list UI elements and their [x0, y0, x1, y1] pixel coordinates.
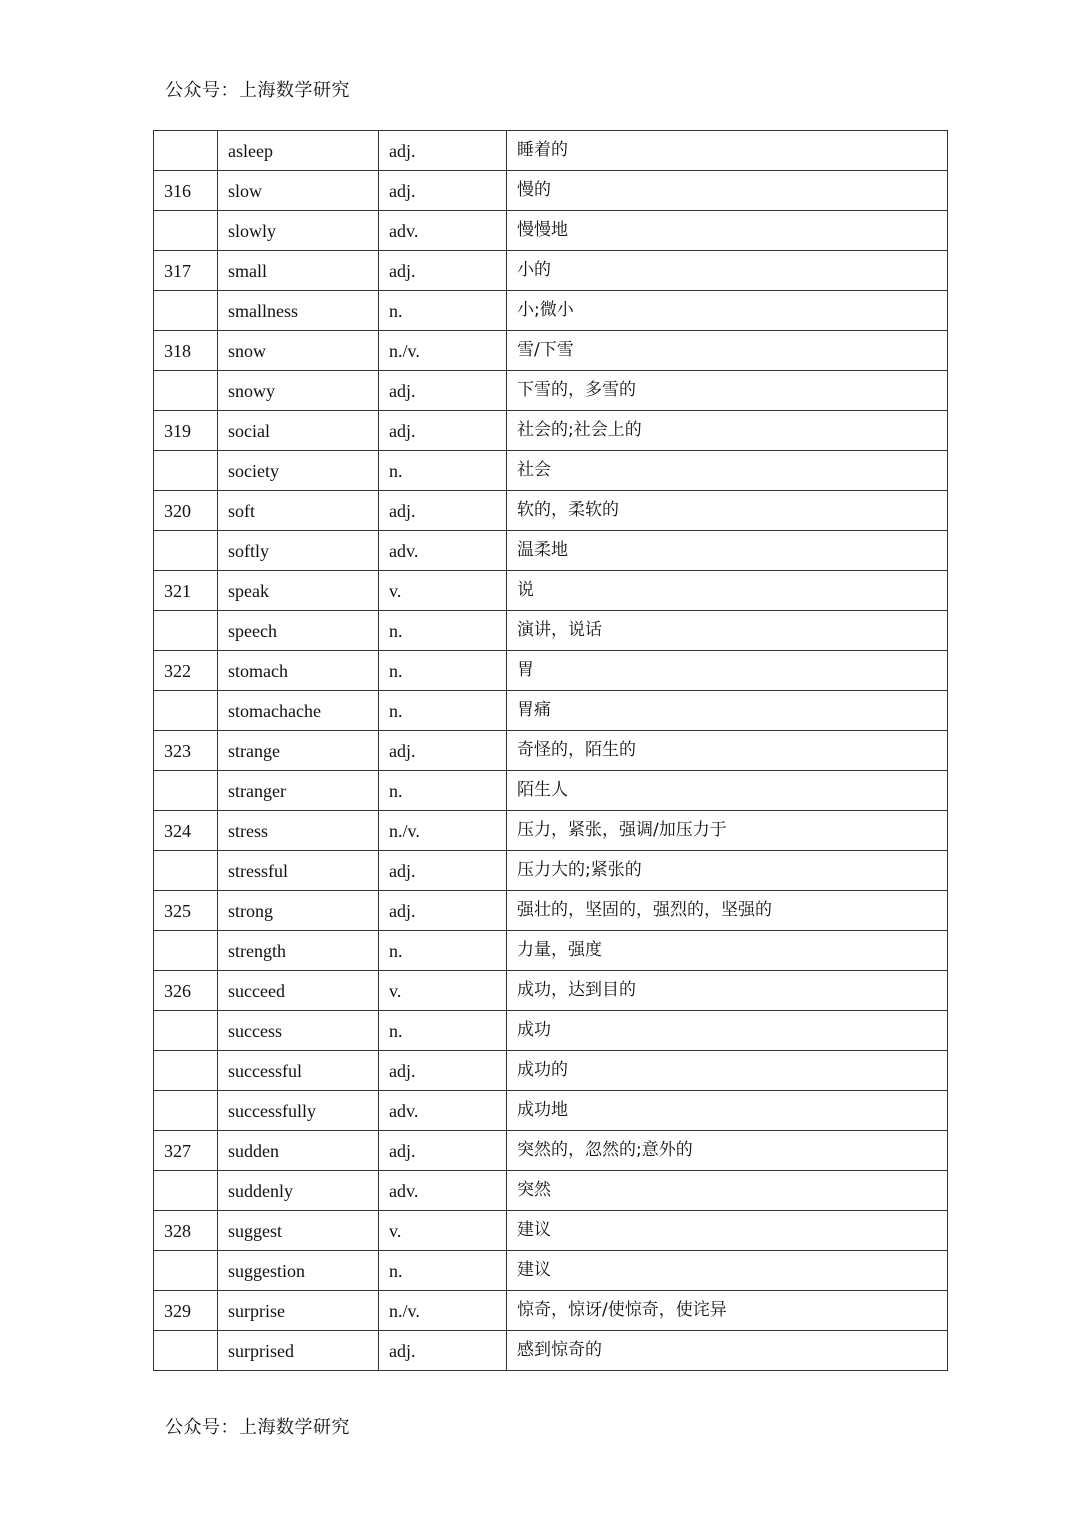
table-row: [154, 211, 948, 251]
entry-number: 316: [154, 171, 218, 211]
table-row: [154, 251, 948, 291]
word-cell: surprise: [218, 1291, 379, 1331]
part-of-speech-cell: n.: [379, 611, 507, 651]
part-of-speech-cell: n.: [379, 1251, 507, 1291]
entry-number: [154, 1331, 218, 1371]
word-cell: small: [218, 251, 379, 291]
table-row: [154, 411, 948, 451]
table-row: [154, 531, 948, 571]
table-row: [154, 771, 948, 811]
part-of-speech-cell: v.: [379, 971, 507, 1011]
word-cell: suddenly: [218, 1171, 379, 1211]
table-row: [154, 811, 948, 851]
word-cell: snow: [218, 331, 379, 371]
vocabulary-table: [153, 130, 948, 1371]
table-row: [154, 1131, 948, 1171]
entry-number: [154, 851, 218, 891]
word-cell: strength: [218, 931, 379, 971]
meaning-cell: 说: [507, 571, 948, 611]
meaning-cell: 小;微小: [507, 291, 948, 331]
meaning-cell: 成功的: [507, 1051, 948, 1091]
part-of-speech-cell: adj.: [379, 491, 507, 531]
entry-number: 329: [154, 1291, 218, 1331]
part-of-speech-cell: adv.: [379, 1171, 507, 1211]
word-cell: strong: [218, 891, 379, 931]
meaning-cell: 社会: [507, 451, 948, 491]
table-row: [154, 491, 948, 531]
meaning-cell: 感到惊奇的: [507, 1331, 948, 1371]
entry-number: 317: [154, 251, 218, 291]
meaning-cell: 建议: [507, 1211, 948, 1251]
part-of-speech-cell: adj.: [379, 851, 507, 891]
page-header: 公众号：上海数学研究: [165, 80, 350, 101]
entry-number: [154, 931, 218, 971]
part-of-speech-cell: n.: [379, 931, 507, 971]
part-of-speech-cell: n.: [379, 451, 507, 491]
meaning-cell: 演讲，说话: [507, 611, 948, 651]
entry-number: [154, 771, 218, 811]
entry-number: 319: [154, 411, 218, 451]
table-row: [154, 1091, 948, 1131]
word-cell: social: [218, 411, 379, 451]
part-of-speech-cell: v.: [379, 1211, 507, 1251]
table-row: [154, 1011, 948, 1051]
meaning-cell: 下雪的，多雪的: [507, 371, 948, 411]
meaning-cell: 强壮的，坚固的，强烈的，坚强的: [507, 891, 948, 931]
entry-number: 326: [154, 971, 218, 1011]
meaning-cell: 陌生人: [507, 771, 948, 811]
meaning-cell: 温柔地: [507, 531, 948, 571]
entry-number: 318: [154, 331, 218, 371]
table-row: [154, 1291, 948, 1331]
part-of-speech-cell: adj.: [379, 891, 507, 931]
entry-number: [154, 611, 218, 651]
entry-number: [154, 1091, 218, 1131]
part-of-speech-cell: adj.: [379, 171, 507, 211]
part-of-speech-cell: n.: [379, 691, 507, 731]
word-cell: soft: [218, 491, 379, 531]
meaning-cell: 睡着的: [507, 131, 948, 171]
table-row: [154, 1331, 948, 1371]
meaning-cell: 小的: [507, 251, 948, 291]
meaning-cell: 力量，强度: [507, 931, 948, 971]
table-row: [154, 971, 948, 1011]
part-of-speech-cell: n.: [379, 291, 507, 331]
word-cell: smallness: [218, 291, 379, 331]
table-row: [154, 651, 948, 691]
word-cell: society: [218, 451, 379, 491]
part-of-speech-cell: n.: [379, 771, 507, 811]
table-row: [154, 131, 948, 171]
table-row: [154, 611, 948, 651]
part-of-speech-cell: adj.: [379, 1131, 507, 1171]
meaning-cell: 社会的;社会上的: [507, 411, 948, 451]
word-cell: succeed: [218, 971, 379, 1011]
entry-number: [154, 1011, 218, 1051]
part-of-speech-cell: n./v.: [379, 1291, 507, 1331]
table-row: [154, 371, 948, 411]
entry-number: [154, 691, 218, 731]
word-cell: speech: [218, 611, 379, 651]
entry-number: 325: [154, 891, 218, 931]
word-cell: suggestion: [218, 1251, 379, 1291]
meaning-cell: 软的，柔软的: [507, 491, 948, 531]
meaning-cell: 惊奇，惊讶/使惊奇，使诧异: [507, 1291, 948, 1331]
table-row: [154, 1251, 948, 1291]
table-row: [154, 291, 948, 331]
table-row: [154, 691, 948, 731]
entry-number: 328: [154, 1211, 218, 1251]
entry-number: [154, 291, 218, 331]
page-footer: 公众号：上海数学研究: [165, 1417, 350, 1438]
entry-number: [154, 1251, 218, 1291]
table-row: [154, 851, 948, 891]
part-of-speech-cell: adj.: [379, 371, 507, 411]
word-cell: stress: [218, 811, 379, 851]
part-of-speech-cell: adv.: [379, 1091, 507, 1131]
meaning-cell: 胃痛: [507, 691, 948, 731]
table-row: [154, 1211, 948, 1251]
part-of-speech-cell: adj.: [379, 411, 507, 451]
table-row: [154, 451, 948, 491]
word-cell: softly: [218, 531, 379, 571]
word-cell: successfully: [218, 1091, 379, 1131]
entry-number: [154, 131, 218, 171]
meaning-cell: 慢慢地: [507, 211, 948, 251]
entry-number: 324: [154, 811, 218, 851]
word-cell: surprised: [218, 1331, 379, 1371]
word-cell: speak: [218, 571, 379, 611]
meaning-cell: 雪/下雪: [507, 331, 948, 371]
part-of-speech-cell: adj.: [379, 251, 507, 291]
word-cell: sudden: [218, 1131, 379, 1171]
part-of-speech-cell: n./v.: [379, 331, 507, 371]
meaning-cell: 突然的，忽然的;意外的: [507, 1131, 948, 1171]
entry-number: [154, 531, 218, 571]
part-of-speech-cell: adv.: [379, 531, 507, 571]
entry-number: [154, 1171, 218, 1211]
meaning-cell: 建议: [507, 1251, 948, 1291]
word-cell: successful: [218, 1051, 379, 1091]
part-of-speech-cell: n./v.: [379, 811, 507, 851]
meaning-cell: 慢的: [507, 171, 948, 211]
part-of-speech-cell: v.: [379, 571, 507, 611]
table-row: [154, 1051, 948, 1091]
meaning-cell: 压力，紧张，强调/加压力于: [507, 811, 948, 851]
part-of-speech-cell: adj.: [379, 1051, 507, 1091]
part-of-speech-cell: n.: [379, 1011, 507, 1051]
table-row: [154, 171, 948, 211]
word-cell: asleep: [218, 131, 379, 171]
word-cell: success: [218, 1011, 379, 1051]
meaning-cell: 成功: [507, 1011, 948, 1051]
meaning-cell: 成功，达到目的: [507, 971, 948, 1011]
word-cell: slowly: [218, 211, 379, 251]
entry-number: 322: [154, 651, 218, 691]
meaning-cell: 胃: [507, 651, 948, 691]
part-of-speech-cell: adj.: [379, 1331, 507, 1371]
word-cell: strange: [218, 731, 379, 771]
entry-number: [154, 211, 218, 251]
word-cell: stressful: [218, 851, 379, 891]
word-cell: stomach: [218, 651, 379, 691]
word-cell: stranger: [218, 771, 379, 811]
table-row: [154, 331, 948, 371]
vocabulary-table-body: [154, 131, 948, 1371]
meaning-cell: 奇怪的，陌生的: [507, 731, 948, 771]
part-of-speech-cell: n.: [379, 651, 507, 691]
entry-number: 320: [154, 491, 218, 531]
table-row: [154, 931, 948, 971]
word-cell: slow: [218, 171, 379, 211]
meaning-cell: 成功地: [507, 1091, 948, 1131]
table-row: [154, 1171, 948, 1211]
entry-number: 321: [154, 571, 218, 611]
part-of-speech-cell: adj.: [379, 131, 507, 171]
table-row: [154, 891, 948, 931]
entry-number: [154, 451, 218, 491]
meaning-cell: 压力大的;紧张的: [507, 851, 948, 891]
word-cell: snowy: [218, 371, 379, 411]
part-of-speech-cell: adv.: [379, 211, 507, 251]
entry-number: 323: [154, 731, 218, 771]
word-cell: suggest: [218, 1211, 379, 1251]
entry-number: [154, 1051, 218, 1091]
table-row: [154, 731, 948, 771]
entry-number: [154, 371, 218, 411]
table-row: [154, 571, 948, 611]
meaning-cell: 突然: [507, 1171, 948, 1211]
part-of-speech-cell: adj.: [379, 731, 507, 771]
word-cell: stomachache: [218, 691, 379, 731]
entry-number: 327: [154, 1131, 218, 1171]
